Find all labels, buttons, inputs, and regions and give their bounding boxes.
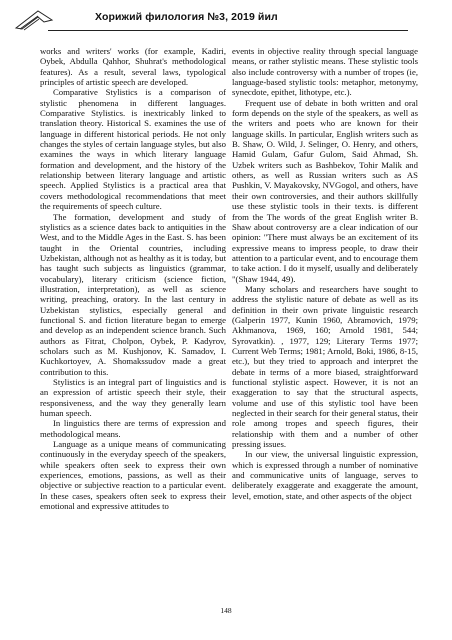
paragraph: Comparative Stylistics is a comparison of stylistic phenomena in different languages. Comparative Stylistics. is inextricably linked to translation theory. Historical S. examines the use of language in different historical periods. He not only changes the styles of certain language styles, but also examines the ways in which literary language formation and development, and the history of the relationship between literary language and artistic speech. Applied Stylistics is a practical area that covers methodological recommendations that meet the requirements of speech culture. — [40, 87, 226, 212]
paragraph: In our view, the universal linguistic expression, which is expressed through a number of nominative and communicative units of language, serves to deliberately exaggerate and exaggerate the amount, level, emotion, state, and other aspects of the object — [232, 449, 418, 501]
paragraph: Language as a unique means of communicating continuously in the everyday speech of the speakers, while speakers often seek to express their own experiences, emotions, passions, as well as their objective or subjective reaction to a particular event. In these cases, speakers often seek to express their emotional and expressive attitudes to — [40, 439, 226, 512]
journal-title: Хорижий филология №3, 2019 йил — [95, 11, 278, 23]
right-column — [232, 46, 418, 604]
paragraph: In linguistics there are terms of expression and methodological means. — [40, 418, 226, 439]
paragraph: Stylistics is an integral part of linguistics and is an expression of artistic speech their style, their responsiveness, and the way they generally learn human speech. — [40, 377, 226, 419]
header-divider — [48, 30, 408, 31]
paragraph: The formation, development and study of stylistics as a science dates back to antiquities in the West, and to the Middle Ages in the East. S. has been taught in the Oriental countries, including Uzbekistan, although not as healthy as it is today, but has taught such subjects as linguistics (grammar, vocabulary), literary criticism (science fiction, illustration, interpretation), as well as science writing, preaching, oratory. In the last century in Uzbekistan stylistics, especially general and functional S. and fiction literature began to emerge and develop as an independent science branch. Such authors as Fitrat, Cholpon, Oybek, P. Kadyrov, scholars such as M. Kushjonov, K. Samadov, I. Kuchkortoyev, A. Shomakssudov made a great contribution to this. — [40, 211, 226, 377]
paragraph: works and writers' works (for example, Kadiri, Oybek, Abdulla Qahhor, Shuhrat's methodological features). As a result, several laws, typological principles of artistic speech are developed. — [40, 46, 226, 88]
paragraph: Many scholars and researchers have sought to address the stylistic nature of debate as well as its definition in their own private linguistic research (Galperin 1977, Kunin 1960, Abramovich, 1979; Akhmanova, 1969, 160; Arnold 1981, 544; Syrovatkin). , 1977, 129; Literary Terms 1977; Current Web Terms; 1981; Arnold, Boki, 1986, 8-15, etc.), but they tried to approach and interpret the debate in terms of a more biased, straightforward functional stylistic aspect. However, it is not an exaggeration to say that the structural aspects, volume and use of this stylistic tool have been neglected in their search for their general status, their role among tropes and speech figures, their relationship with them and a number of other pressing issues. — [232, 283, 418, 450]
paragraph: events in objective reality through special language means, or rather stylistic means. These stylistic tools also include controversy with a number of tropes (ie, language-based stylistic tools: metaphor, metonymy, synecdote, epithet, lithotype, etc.). — [232, 46, 418, 98]
paragraph: Frequent use of debate in both written and oral form depends on the style of the speakers, as well as the writers and poets who are known for their language skills. In particular, English writers such as B. Shaw, O. Wild, J. Selinger, O. Henry, and others, Hamid Gulam, Gafur Gulom, Said Ahmad, Sh. Uzbek writers such as Bashbekov, Tohir Malik and others, as well as Russian writers such as AS Pushkin, V. Mayakovsky, NVGogol, and others, have their own controversies, and their authors skillfully use these stylistic tools in their texts. is different from the The words of the great English writer B. Shaw about controversy are a clear indication of our opinion: "There must always be an excitement of its expressive means to impress people, to draw their attention to a particular event, and to encourage them to take action. I do it myself, usually and deliberately "(Shaw 1944, 49). — [232, 97, 418, 284]
journal-logo-icon — [8, 8, 58, 32]
left-column — [40, 46, 226, 604]
page-header — [0, 0, 452, 40]
page-number: 148 — [220, 606, 232, 615]
